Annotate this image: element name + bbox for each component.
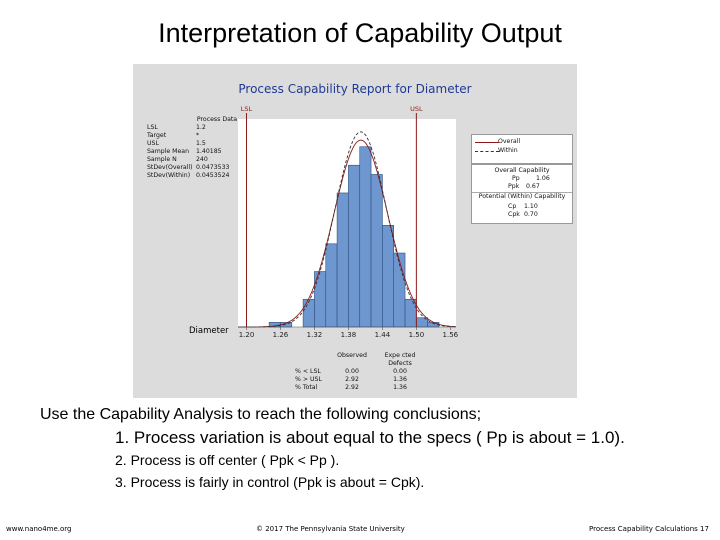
- process-data-row: [147, 156, 257, 164]
- x-tick-label: 1.20: [238, 331, 255, 339]
- conclusions-intro: Use the Capability Analysis to reach the following conclusions;: [40, 406, 482, 423]
- cpk-value: 0.70: [524, 211, 538, 218]
- conclusions: [40, 406, 720, 424]
- histogram-bar: [348, 165, 359, 327]
- spec-limit-label: LSL: [240, 105, 253, 113]
- process-data-heading: Process Data: [196, 116, 238, 123]
- process-data-key: Sample N: [147, 156, 177, 163]
- x-tick-label: 1.26: [272, 331, 289, 339]
- histogram-bar: [337, 193, 348, 327]
- performance-table: [295, 352, 423, 392]
- performance-row: [295, 376, 423, 384]
- histogram-bar: [303, 299, 314, 327]
- footer-page-label: Process Capability Calculations 17: [589, 525, 709, 533]
- process-data-value: 0.0453524: [196, 172, 230, 179]
- process-data-value: 1.5: [196, 140, 206, 147]
- performance-row: [295, 368, 423, 376]
- process-data-key: Sample Mean: [147, 148, 190, 155]
- ppk-value: 0.67: [526, 183, 540, 190]
- process-data-value: 0.0473533: [196, 164, 230, 171]
- cpk-label: Cpk: [508, 211, 520, 218]
- expected-value: 1.36: [393, 384, 407, 391]
- expected-header: Expe cted Defects: [384, 352, 416, 367]
- legend-within-label: Within: [498, 147, 518, 154]
- legend-within-line: [475, 151, 499, 152]
- performance-header: [295, 352, 423, 368]
- x-tick-label: 1.38: [340, 331, 357, 339]
- process-data-table: [147, 116, 257, 180]
- conclusion-2: 2. Process is off center ( Ppk < Pp ).: [115, 452, 340, 468]
- process-data-key: StDev(Overall): [147, 164, 193, 171]
- histogram-bar: [326, 244, 337, 327]
- x-tick-label: 1.44: [374, 331, 391, 339]
- cp-value: 1.10: [524, 203, 538, 210]
- process-data-row: [147, 172, 257, 180]
- slide-title: Interpretation of Capability Output: [158, 18, 562, 48]
- process-data-key: Target: [147, 132, 167, 139]
- cp-label: Cp: [508, 203, 517, 210]
- pp-value: 1.06: [536, 175, 550, 182]
- performance-row: [295, 384, 423, 392]
- process-data-value: 1.2: [196, 124, 206, 131]
- performance-key: % < LSL: [295, 368, 321, 375]
- performance-key: % Total: [295, 384, 318, 391]
- performance-key: % > USL: [295, 376, 322, 383]
- process-data-row: [147, 124, 257, 132]
- legend: [471, 134, 573, 164]
- process-data-value: 240: [196, 156, 208, 163]
- observed-header: Observed: [337, 352, 367, 359]
- x-tick-label: 1.50: [408, 331, 425, 339]
- pp-label: Pp: [512, 175, 520, 182]
- process-data-row: [147, 164, 257, 172]
- process-data-key: LSL: [147, 124, 158, 131]
- observed-value: 2.92: [345, 376, 359, 383]
- expected-value: 0.00: [393, 368, 407, 375]
- observed-value: 2.92: [345, 384, 359, 391]
- process-data-row: [147, 132, 257, 140]
- potential-capability-heading: Potential (Within) Capability: [478, 193, 566, 200]
- histogram-chart: [133, 64, 577, 398]
- process-data-key: StDev(Within): [147, 172, 191, 179]
- legend-overall-label: Overall: [498, 138, 521, 145]
- histogram-bar: [360, 147, 371, 327]
- histogram-bar: [405, 299, 416, 327]
- process-data-row: [147, 148, 257, 156]
- process-data-value: *: [196, 132, 200, 139]
- histogram-bar: [371, 174, 382, 327]
- capability-report: [133, 64, 577, 398]
- footer-copyright: © 2017 The Pennsylvania State University: [256, 525, 405, 533]
- process-data-row: [147, 140, 257, 148]
- observed-value: 0.00: [345, 368, 359, 375]
- report-title: Process Capability Report for Diameter: [238, 82, 472, 96]
- x-axis-label: Diameter: [189, 326, 229, 336]
- capability-stats-box: [471, 164, 573, 224]
- process-data-key: USL: [147, 140, 159, 147]
- conclusion-1: 1. Process variation is about equal to the specs ( Pp is about = 1.0).: [115, 428, 625, 447]
- expected-value: 1.36: [393, 376, 407, 383]
- process-data-value: 1.40185: [196, 148, 222, 155]
- ppk-label: Ppk: [508, 183, 520, 190]
- spec-limit-label: USL: [410, 105, 423, 113]
- x-tick-label: 1.56: [442, 331, 459, 339]
- footer-website[interactable]: www.nano4me.org: [6, 525, 72, 533]
- overall-capability-heading: Overall Capability: [494, 167, 550, 174]
- legend-overall-line: [475, 142, 499, 143]
- x-tick-label: 1.32: [306, 331, 323, 339]
- conclusion-3: 3. Process is fairly in control (Ppk is about = Cpk).: [115, 474, 425, 490]
- histogram-bar: [382, 225, 393, 327]
